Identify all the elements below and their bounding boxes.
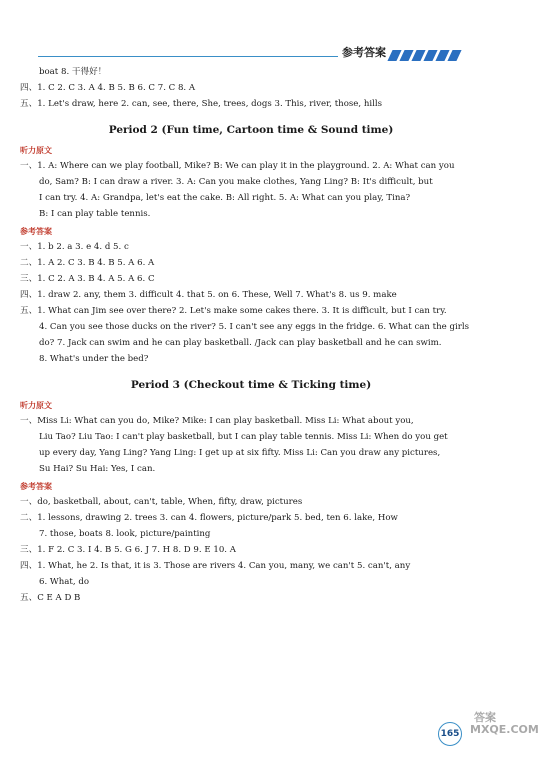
text-line: 一、1. b 2. a 3. e 4. d 5. c: [20, 242, 129, 252]
text-line: 一、do, basketball, about, can't, table, When, fifty, draw, pictures: [20, 497, 303, 507]
period-3-title: Period 3 (Checkout time & Ticking time): [130, 379, 372, 391]
text-line: 7. those, boats 8. look, picture/painting: [39, 529, 211, 539]
text-line: 一、1. A: Where can we play football, Mike? B: We can play it in the playground. 2. A: What can you: [20, 161, 455, 171]
listening-label: 听力原文: [20, 146, 52, 155]
text-line: Liu Tao? Liu Tao: I can't play basketball, but I can play table tennis. Miss Li: When do you get: [39, 432, 448, 442]
text-line: 6. What, do: [39, 577, 90, 587]
text-line: 四、1. C 2. C 3. A 4. B 5. B 6. C 7. C 8. A: [20, 83, 196, 93]
text-line: 三、1. C 2. A 3. B 4. A 5. A 6. C: [20, 274, 155, 284]
text-line: I can try. 4. A: Grandpa, let's eat the cake. B: All right. 5. A: What can you play, Tina?: [39, 193, 411, 203]
header-rule: [38, 56, 338, 57]
text-line: up every day, Yang Ling? Yang Ling: I get up at six fifty. Miss Li: Can you draw any pictures,: [39, 448, 441, 458]
text-line: B: I can play table tennis.: [39, 209, 151, 219]
text-line: 4. Can you see those ducks on the river? 5. I can't see any eggs in the fridge. 6. What can the girls: [39, 322, 469, 332]
text-line: 二、1. lessons, drawing 2. trees 3. can 4. flowers, picture/park 5. bed, ten 6. lake, How: [20, 513, 398, 523]
page-number: 165: [438, 722, 462, 746]
watermark-logo: 答案 MXQE.COM: [470, 711, 539, 736]
text-line: do, Sam? B: I can draw a river. 3. A: Can you make clothes, Yang Ling? B: It's difficult, but: [39, 177, 433, 187]
answers-label: 参考答案: [20, 227, 52, 236]
period-2-title: Period 2 (Fun time, Cartoon time & Sound time): [108, 124, 394, 136]
text-line: do? 7. Jack can swim and he can play basketball. /Jack can play basketball and he can swim.: [39, 338, 442, 348]
header-title: 参考答案: [342, 46, 386, 59]
page-content: [20, 64, 482, 606]
answers-label: 参考答案: [20, 482, 52, 491]
text-line: 一、Miss Li: What can you do, Mike? Mike: I can play basketball. Miss Li: What about you,: [20, 416, 414, 426]
text-line: Su Hai? Su Hai: Yes, I can.: [39, 464, 156, 474]
text-line: 四、1. draw 2. any, them 3. difficult 4. that 5. on 6. These, Well 7. What's 8. us 9. make: [20, 290, 397, 300]
header-stripes: [390, 50, 462, 61]
text-line: 五、C E A D B: [20, 593, 81, 603]
text-line: 五、1. Let's draw, here 2. can, see, there, She, trees, dogs 3. This, river, those, hills: [20, 99, 383, 109]
text-line: 8. What's under the bed?: [39, 354, 149, 364]
text-line: boat 8. 干得好！: [39, 67, 107, 77]
text-line: 四、1. What, he 2. Is that, it is 3. Those are rivers 4. Can you, many, we can't 5. can't, any: [20, 561, 411, 571]
text-line: 三、1. F 2. C 3. I 4. B 5. G 6. J 7. H 8. D 9. E 10. A: [20, 545, 236, 555]
text-line: 二、1. A 2. C 3. B 4. B 5. A 6. A: [20, 258, 155, 268]
text-line: 五、1. What can Jim see over there? 2. Let's make some cakes there. 3. It is difficult, but I can try.: [20, 306, 447, 316]
listening-label: 听力原文: [20, 401, 52, 410]
